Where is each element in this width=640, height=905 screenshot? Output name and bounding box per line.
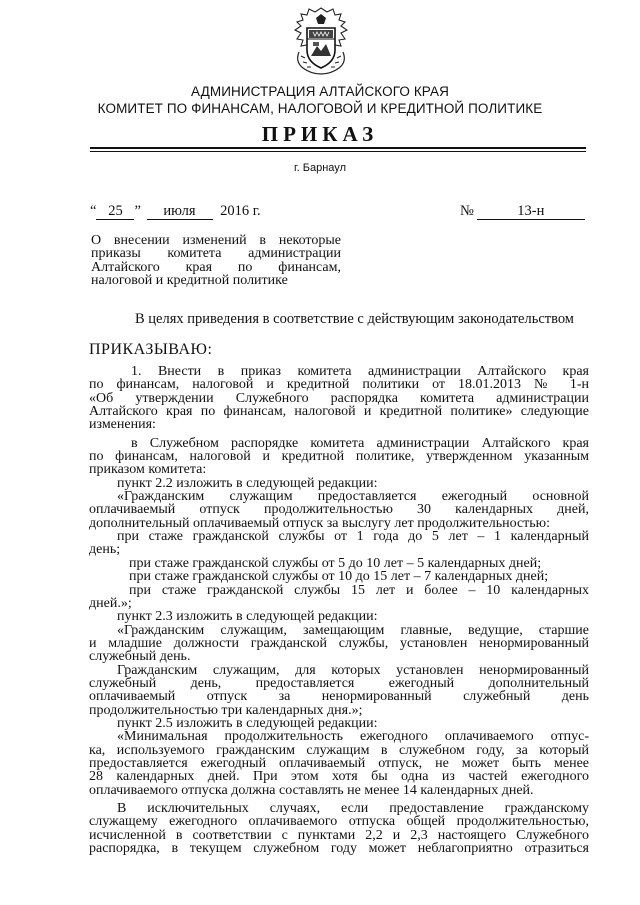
- org-name-line-1: АДМИНИСТРАЦИЯ АЛТАЙСКОГО КРАЯ: [191, 84, 449, 99]
- body-line: распорядка, в текущем служебном году может неблагоприятно отразиться: [89, 841, 589, 857]
- body-line: служащему ежегодного оплачиваемого отпуска общей продолжительностью,: [89, 814, 589, 830]
- date-line: [90, 203, 261, 220]
- body-line: 28 календарных дней. При этом хотя бы одна из частей ежегодного: [89, 769, 589, 785]
- body-line: служебный день.: [89, 649, 191, 665]
- date-month: июля: [147, 204, 213, 220]
- body-line: «Минимальная продолжительность ежегодного оплачиваемого отпус-: [117, 729, 589, 745]
- body-line: В исключительных случаях, если предоставление гражданскому: [117, 801, 589, 816]
- body-line: оплачиваемый отпуск продолжительностью 30 календарных дней,: [89, 502, 589, 518]
- body-line: пункт 2.3 изложить в следующей редакции:: [117, 609, 378, 625]
- body-line: приказом комитета:: [89, 462, 207, 478]
- title-rule-thick: [90, 147, 586, 149]
- body-line: дополнительный оплачиваемый отпуск за выслугу лет продолжительностью:: [89, 515, 551, 531]
- title-rule-thin: [90, 151, 586, 152]
- subject-line: О внесении изменений в некоторые: [91, 233, 341, 248]
- date-year: 2016 г.: [220, 203, 261, 219]
- body-line: предоставляется ежегодный оплачиваемый отпуск, не может быть менее: [89, 755, 589, 771]
- body-line: и младшие должности гражданской службы, установлен ненормированный: [89, 635, 589, 651]
- body-line: служебный день, предоставляется ежегодный дополнительный: [89, 675, 589, 691]
- body-line: Алтайского края по финансам, налоговой и кредитной политике» следующие: [89, 404, 589, 420]
- body-line: при стаже гражданской службы от 10 до 15 лет – 7 календарных дней;: [129, 569, 549, 585]
- preamble: В целях приведения в соответствие с действующим законодательством: [135, 311, 574, 327]
- body-line: при стаже гражданской службы от 1 года до 5 лет – 1 календарный: [117, 529, 589, 545]
- body-line: исчисленной в соответствии с пунктами 2,2 и 2,3 настоящего Служебного: [89, 827, 589, 843]
- body-line: «Об утверждении Служебного распорядка комитета администрации: [89, 390, 589, 406]
- body-line: «Гражданским служащим, замещающим главные, ведущие, старшие: [117, 622, 589, 638]
- body-line: в Служебном распорядке комитета администрации Алтайского края: [131, 435, 589, 451]
- altai-krai-coat-of-arms-icon: [289, 6, 353, 78]
- body-line: пункт 2.5 изложить в следующей редакции:: [117, 715, 378, 731]
- body-line: по финансам, налоговой и кредитной политике, утвержденном указанным: [89, 449, 589, 465]
- number-label: №: [460, 203, 474, 219]
- body-line: дней.»;: [89, 595, 132, 611]
- body-line: ка, используемого гражданским служащим в служебном году, за который: [89, 742, 589, 758]
- body-line: 1. Внести в приказ комитета администрации Алтайского края: [131, 364, 589, 379]
- body-line: оплачиваемый отпуск за ненормированный служебный день: [89, 689, 589, 705]
- document-title: ПРИКАЗ: [261, 122, 379, 146]
- order-number: 13-н: [477, 204, 585, 220]
- body-line: «Гражданским служащим предоставляется ежегодный основной: [117, 489, 589, 505]
- city-line: г. Барнаул: [294, 162, 346, 174]
- body-line: изменения:: [89, 417, 156, 433]
- body-line: при стаже гражданской службы 15 лет и более – 10 календарных: [129, 582, 589, 598]
- order-body: [89, 365, 589, 855]
- body-line: по финансам, налоговой и кредитной политики от 18.01.2013 № 1-н: [89, 377, 589, 393]
- subject-line: Алтайского края по финансам,: [91, 259, 341, 275]
- body-line: оплачиваемого отпуска должна составлять не менее 14 календарных дней.: [89, 782, 534, 798]
- org-name-line-2: КОМИТЕТ ПО ФИНАНСАМ, НАЛОГОВОЙ И КРЕДИТНОЙ ПОЛИТИКЕ: [97, 101, 543, 116]
- subject-block: [91, 234, 341, 287]
- body-line: день;: [89, 542, 121, 558]
- body-line: продолжительностью три календарных дня.»;: [89, 702, 363, 718]
- date-quote-close: ”: [134, 203, 141, 219]
- body-line: пункт 2.2 изложить в следующей редакции:: [117, 475, 378, 491]
- order-word: ПРИКАЗЫВАЮ:: [89, 341, 213, 358]
- subject-line: налоговой и кредитной политике: [91, 273, 288, 289]
- date-day: 25: [96, 204, 134, 220]
- body-line: при стаже гражданской службы от 5 до 10 лет – 5 календарных дней;: [129, 555, 542, 571]
- date-quote-open: “: [90, 203, 97, 219]
- body-line: Гражданским служащим, для которых установлен ненормированный: [117, 662, 589, 678]
- order-number-line: [460, 203, 585, 220]
- subject-line: приказы комитета администрации: [91, 246, 341, 262]
